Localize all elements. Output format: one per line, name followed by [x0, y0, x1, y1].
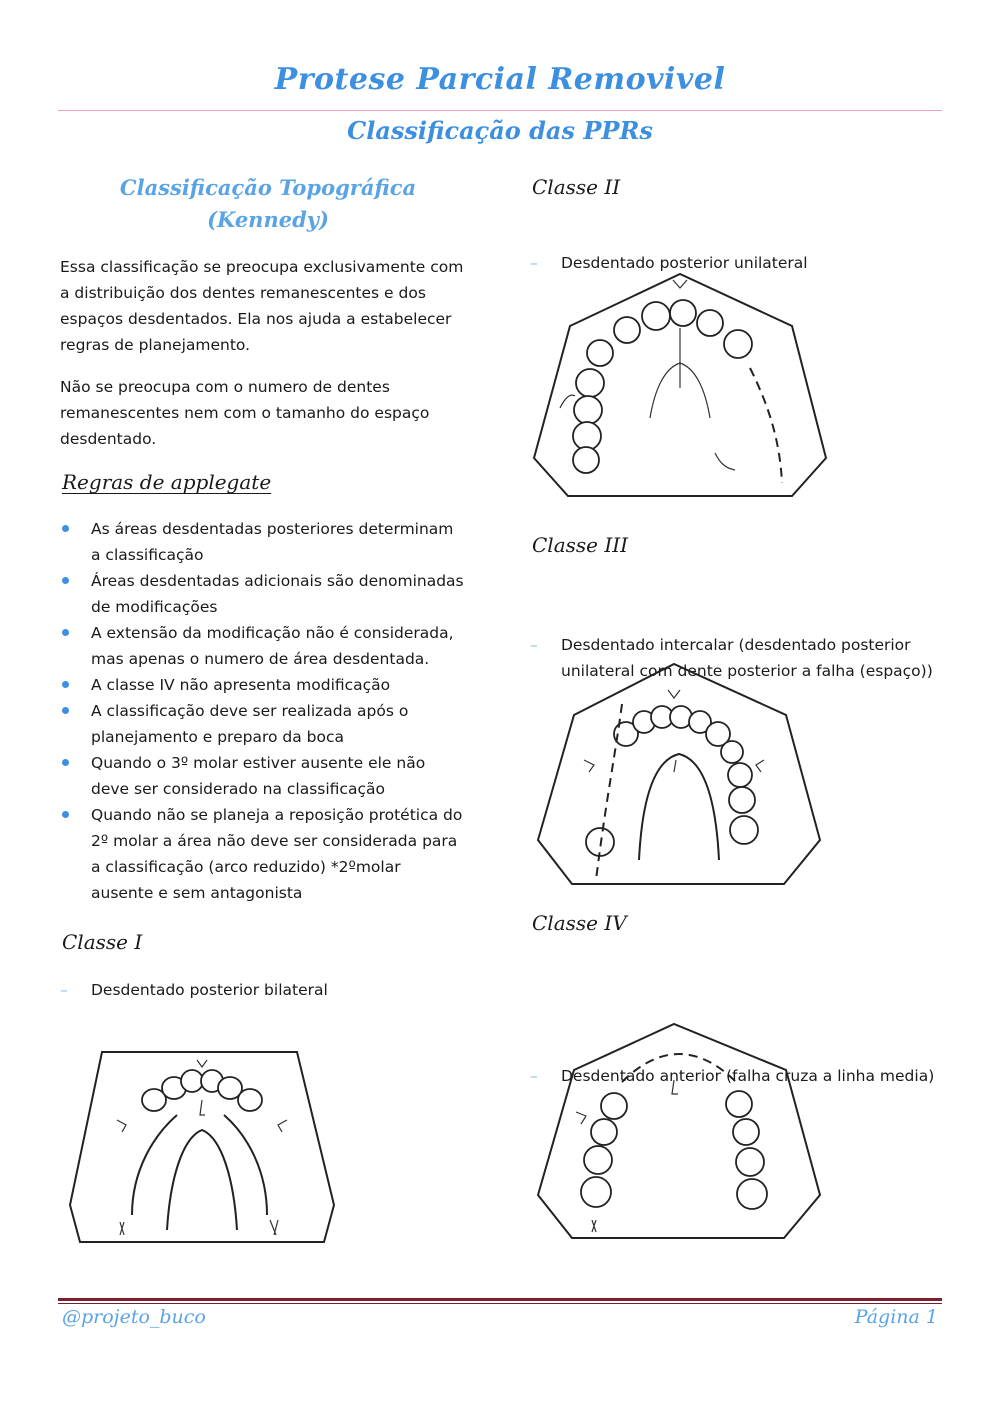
list-item: Quando não se planeja a reposição protética do 2º molar a área não deve ser considerada para a classificação (arco reduzido) *2ºmolar ausente e sem antagonista [60, 802, 465, 906]
list-item: Quando o 3º molar estiver ausente ele não deve ser considerado na classificação [60, 750, 465, 802]
list-item: As áreas desdentadas posteriores determinam a classificação [60, 516, 465, 568]
section-title-line1: Classificação Topográfica [119, 175, 417, 200]
intro-paragraph-2: Não se preocupa com o numero de dentes remanescentes nem com o tamanho do espaço desdentado. [60, 378, 430, 448]
regras-title: Regras de applegate [62, 470, 272, 494]
page-title: Protese Parcial Removivel [274, 62, 726, 97]
footer-divider [58, 1298, 942, 1301]
classe4-title: Classe IV [532, 911, 627, 935]
section-title-line2: (Kennedy) [207, 207, 329, 232]
classe3-desc-text: Desdentado intercalar (desdentado posterior unilateral com dente posterior a falha (espaço)) [561, 636, 933, 680]
dash-marker: – [530, 254, 538, 272]
intro-paragraph-1: Essa classificação se preocupa exclusivamente com a distribuição dos dentes remanescentes e dos espaços desdentados. Ela nos ajuda a estabelecer regras de planejamento. [60, 258, 464, 354]
classe3-title: Classe III [532, 533, 629, 557]
classe1-desc-text: Desdentado posterior bilateral [91, 981, 328, 999]
classe1-desc [60, 977, 491, 1003]
dash-marker: – [530, 1067, 538, 1085]
dash-marker: – [60, 981, 68, 999]
rules-list [60, 516, 465, 906]
header-divider [58, 110, 942, 111]
page-number: Página 1 [854, 1306, 938, 1328]
footer-handle: @projeto_buco [62, 1306, 206, 1328]
classe2-title: Classe II [532, 175, 621, 199]
classe4-desc-text: Desdentado anterior (falha cruza a linha media) [561, 1067, 935, 1085]
list-item: A classe IV não apresenta modificação [60, 672, 465, 698]
page-subtitle: Classificação das PPRs [347, 116, 653, 145]
classe1-title: Classe I [62, 930, 143, 954]
section-title [58, 172, 478, 236]
classe3-arch-illustration [534, 660, 824, 888]
classe4-arch-illustration [534, 1020, 824, 1242]
list-item: A classificação deve ser realizada após o planejamento e preparo da boca [60, 698, 465, 750]
classe1-arch-illustration [62, 1030, 342, 1250]
footer-divider-thin [58, 1303, 942, 1304]
list-item: Áreas desdentadas adicionais são denominadas de modificações [60, 568, 465, 620]
classe2-desc-text: Desdentado posterior unilateral [561, 254, 808, 272]
classe2-arch-illustration [530, 268, 830, 500]
dash-marker: – [530, 636, 538, 654]
list-item: A extensão da modificação não é considerada, mas apenas o numero de área desdentada. [60, 620, 465, 672]
